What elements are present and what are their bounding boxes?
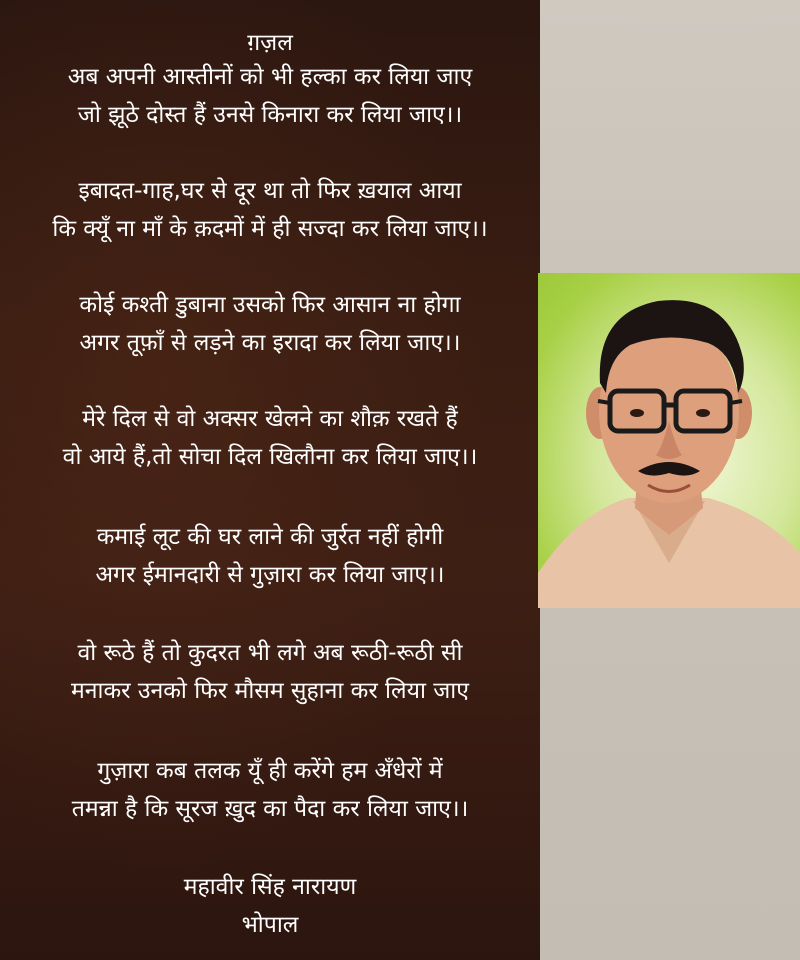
stanza-1 bbox=[0, 58, 540, 134]
poem-line: मनाकर उनको फिर मौसम सुहाना कर लिया जाए bbox=[71, 678, 469, 704]
author-name: महावीर सिंह नारायण bbox=[183, 874, 357, 900]
stanza-6 bbox=[0, 634, 540, 710]
poem-line: अगर ईमानदारी से गुज़ारा कर लिया जाए।। bbox=[95, 562, 445, 588]
poem-line: वो रूठे हैं तो कुदरत भी लगे अब रूठी-रूठी सी bbox=[77, 640, 463, 666]
poem-line: मेरे दिल से वो अक्सर खेलने का शौक़ रखते हैं bbox=[82, 406, 458, 432]
poem-line: कि क्यूँ ना माँ के क़दमों में ही सज्दा कर लिया जाए।। bbox=[52, 216, 488, 242]
author-city: भोपाल bbox=[241, 912, 299, 938]
author-photo bbox=[538, 273, 800, 608]
stanza-5 bbox=[0, 518, 540, 594]
stanza-7 bbox=[0, 752, 540, 828]
poem-line: इबादत-गाह,घर से दूर था तो फिर ख़याल आया bbox=[78, 178, 462, 204]
poem-line: तमन्ना है कि सूरज ख़ुद का पैदा कर लिया जाए।। bbox=[71, 796, 469, 822]
poem-line: गुज़ारा कब तलक यूँ ही करेंगे हम अँधेरों में bbox=[97, 758, 443, 784]
poem-line: अब अपनी आस्तीनों को भी हल्का कर लिया जाए bbox=[67, 64, 473, 90]
signature bbox=[0, 868, 540, 944]
stanza-3 bbox=[0, 286, 540, 362]
poem-line: जो झूठे दोस्त हैं उनसे किनारा कर लिया जाए।। bbox=[77, 102, 463, 128]
poem-line: कोई कश्ती डुबाना उसको फिर आसान ना होगा bbox=[79, 292, 461, 318]
poem-line: कमाई लूट की घर लाने की जुर्रत नहीं होगी bbox=[96, 524, 444, 550]
poem-line: अगर तूफ़ाँ से लड़ने का इरादा कर लिया जाए।। bbox=[79, 330, 461, 356]
author-portrait-image bbox=[538, 273, 800, 608]
stanza-2 bbox=[0, 172, 540, 248]
poem-line: वो आये हैं,तो सोचा दिल खिलौना कर लिया जाए।। bbox=[62, 444, 478, 470]
stanza-4 bbox=[0, 400, 540, 476]
poem-title: ग़ज़ल bbox=[247, 30, 293, 56]
